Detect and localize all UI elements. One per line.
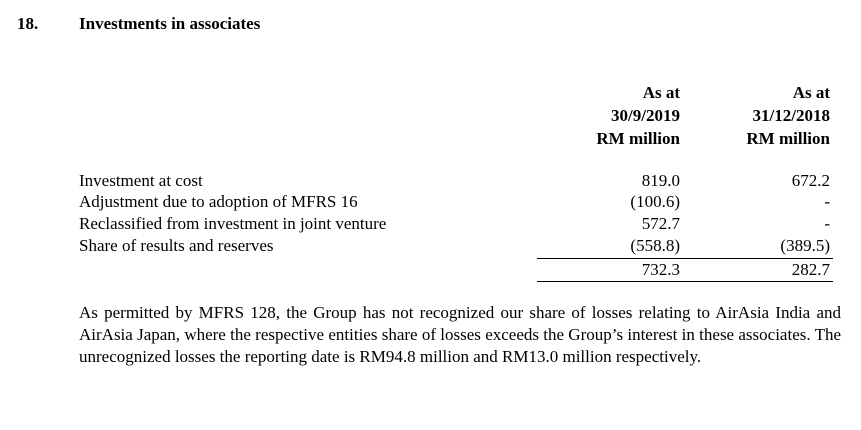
- note-title: Investments in associates: [79, 14, 261, 33]
- row-label: Adjustment due to adoption of MFRS 16: [79, 192, 358, 211]
- total-value-2019: 732.3: [641, 260, 680, 279]
- column-header-2019: [540, 81, 680, 150]
- total-rule: [537, 281, 833, 282]
- row-label: Reclassified from investment in joint venture: [79, 214, 387, 233]
- table-row: [0, 235, 861, 257]
- row-value-2019: 572.7: [641, 214, 680, 233]
- column-header-2019-line1: As at: [642, 83, 680, 102]
- row-label: Investment at cost: [79, 171, 203, 190]
- total-value-2018: 282.7: [791, 260, 830, 279]
- total-row: [0, 259, 861, 281]
- column-header-2019-unit: RM million: [596, 129, 680, 148]
- row-value-2018: 672.2: [791, 171, 830, 190]
- explanatory-paragraph: As permitted by MFRS 128, the Group has not recognized our share of losses relating to AirAsia India and AirAsia Japan, where the respective entities share of losses exceeds the Group’s interest in these associates. The unrecognized losses the reporting date is RM94.8 million and RM13.0 million respectively.: [79, 303, 841, 366]
- row-value-2018: (389.5): [780, 236, 830, 255]
- row-value-2019: 819.0: [641, 171, 680, 190]
- table-row: [0, 191, 861, 213]
- row-value-2018: -: [824, 214, 830, 233]
- row-value-2018: -: [824, 192, 830, 211]
- column-header-2018-unit: RM million: [746, 129, 830, 148]
- table-row: [0, 170, 861, 192]
- row-value-2019: (558.8): [630, 236, 680, 255]
- column-header-2018-date: 31/12/2018: [752, 106, 830, 125]
- row-label: Share of results and reserves: [79, 236, 274, 255]
- table-row: [0, 213, 861, 235]
- row-value-2019: (100.6): [630, 192, 680, 211]
- note-number: 18.: [17, 14, 39, 33]
- column-header-2018: [690, 81, 830, 150]
- column-header-2018-line1: As at: [792, 83, 830, 102]
- column-header-2019-date: 30/9/2019: [611, 106, 680, 125]
